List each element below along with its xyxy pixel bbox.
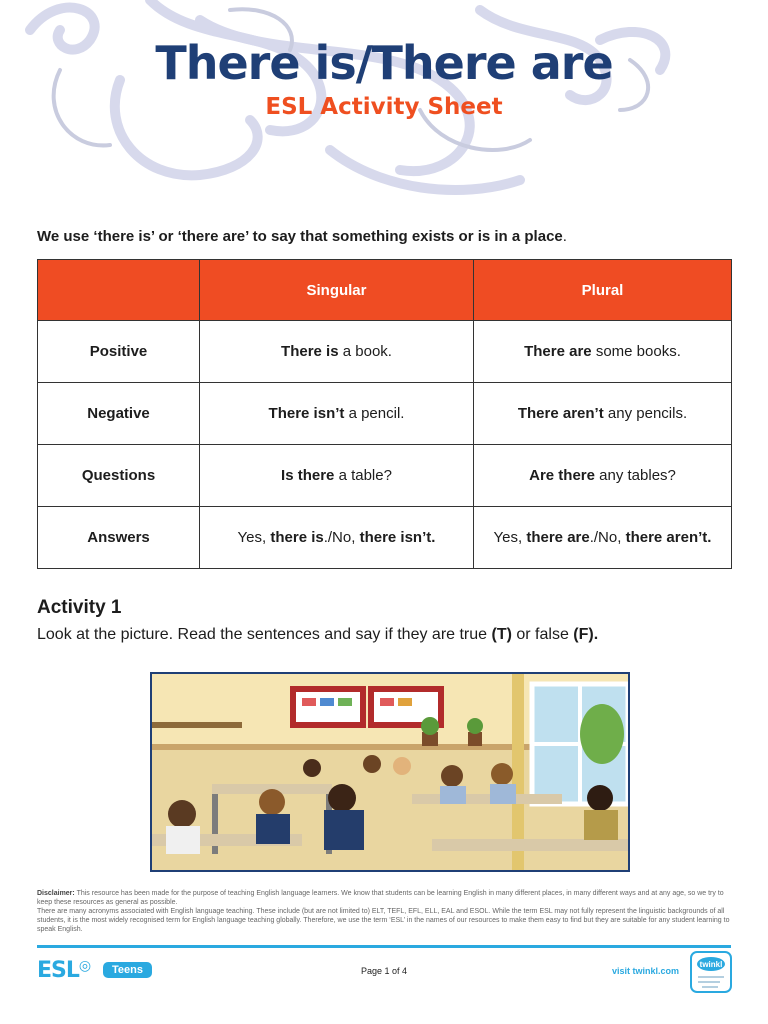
table-header-cell (38, 260, 200, 321)
cell-positive-singular: There is a book. (200, 321, 474, 383)
grammar-table (37, 259, 732, 569)
esl-logo: ESL◎ (37, 958, 91, 983)
footer-divider (37, 945, 731, 948)
table-row (38, 507, 732, 569)
page-number: Page 1 of 4 (360, 966, 408, 976)
row-label-questions: Questions (38, 445, 200, 507)
row-label-negative: Negative (38, 383, 200, 445)
row-label-positive: Positive (38, 321, 200, 383)
cell-answers-plural: Yes, there are./No, there aren’t. (474, 507, 732, 569)
disclaimer: Disclaimer: This resource has been made for the purpose of teaching English language learners. We know that students can be learning English in many different places, in many different ways and at any age, so we try to keep these resources as general as possible. There are many acronyms associated with English language teaching. These include (but are not limited to) ELT, TEFL, EFL, ELL, EAL and ESOL. While the term ESL may not fully represent the linguistic backgrounds of all students, it is the most widely recognised term for English language teaching globally. Therefore, we use the term ‘ESL’ in the names of our resources to make them easy to find but they are suitable for any student learning to speak English. (37, 890, 730, 933)
table-row (38, 383, 732, 445)
cell-negative-singular: There isn’t a pencil. (200, 383, 474, 445)
quality-standard-badge-icon (690, 951, 732, 993)
activity-title: Activity 1 (37, 597, 122, 618)
visit-link[interactable]: visit twinkl.com (612, 966, 680, 976)
badge-brand-text: twinkl (699, 960, 723, 969)
table-header-row (38, 260, 732, 321)
cell-positive-plural: There are some books. (474, 321, 732, 383)
classroom-scene-svg (152, 674, 628, 870)
table-header-plural: Plural (474, 260, 732, 321)
page-title: There is/There are (155, 36, 613, 90)
globe-icon: ◎ (78, 958, 91, 974)
table-header-singular: Singular (200, 260, 474, 321)
cell-negative-plural: There aren’t any pencils. (474, 383, 732, 445)
table-row (38, 445, 732, 507)
page-subtitle: ESL Activity Sheet (265, 94, 503, 120)
row-label-answers: Answers (38, 507, 200, 569)
classroom-illustration (150, 672, 630, 872)
cell-questions-plural: Are there any tables? (474, 445, 732, 507)
intro-text: We use ‘there is’ or ‘there are’ to say that something exists or is in a place. (37, 228, 567, 245)
table-row (38, 321, 732, 383)
cell-answers-singular: Yes, there is./No, there isn’t. (200, 507, 474, 569)
teens-tag: Teens (103, 962, 152, 978)
cell-questions-singular: Is there a table? (200, 445, 474, 507)
activity-instructions: Look at the picture. Read the sentences and say if they are true (T) or false (F). (37, 626, 599, 643)
